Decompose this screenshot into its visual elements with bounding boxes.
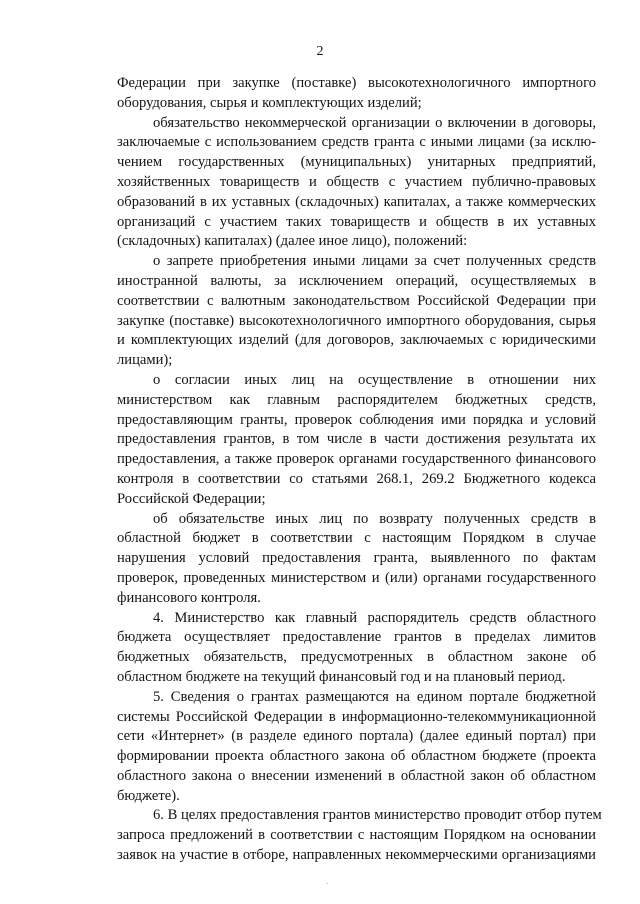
- text-line: бюджета осуществляет предоставление грантов в пределах лимитов: [117, 629, 596, 646]
- text-line: финансового контроля.: [117, 589, 261, 606]
- text-line: бюджете).: [117, 787, 180, 804]
- text-line: сети «Интернет» (в разделе единого портала) (далее единый портал) при: [117, 728, 596, 745]
- text-line: хозяйственных товариществ и обществ с участием публично-правовых: [117, 173, 596, 190]
- text-line: предоставляющим гранты, проверок соблюдения ими порядка и условий: [117, 411, 596, 428]
- text-line: Федерации при закупке (поставке) высокотехнологичного импортного: [117, 75, 596, 91]
- text-line: областной бюджет в соответствии с настоящим Порядком в случае: [117, 530, 596, 547]
- text-line: о запрете приобретения иными лицами за счет полученных средств: [153, 253, 596, 270]
- text-line: иностранной валюты, за исключением операций, осуществляемых в: [117, 272, 596, 289]
- text-line: об обязательстве иных лиц по возврату полученных средств в: [153, 510, 596, 527]
- text-line: министерством как главным распорядителем бюджетных средств,: [117, 391, 596, 408]
- text-line: 6. В целях предоставления грантов министерство проводит отбор путем: [153, 807, 602, 824]
- text-line: оборудования, сырья и комплектующих изделий;: [117, 94, 422, 111]
- text-line: формировании проекта областного закона об областном бюджете (проекта: [117, 748, 596, 765]
- text-line: организаций с участием таких товариществ и обществ в их уставных: [117, 213, 596, 230]
- page-number: 2: [316, 44, 324, 59]
- text-line: проверок, проведенных министерством и (или) органами государственного: [117, 569, 596, 586]
- document-text: [117, 74, 602, 866]
- text-line: 5. Сведения о грантах размещаются на едином портале бюджетной: [153, 688, 596, 705]
- text-line: нарушения условий предоставления гранта, выявленного по фактам: [117, 550, 596, 567]
- text-line: заключаемые с использованием средств гранта с иными лицами (за исклю-: [117, 134, 596, 151]
- text-line: предоставления, а также проверок органами государственного финансового: [117, 451, 596, 468]
- text-line: чением государственных (муниципальных) унитарных предприятий,: [117, 154, 596, 171]
- text-line: бюджетных обязательств, предусмотренных в областном законе об: [117, 649, 596, 666]
- text-line: заявок на участие в отборе, направленных некоммерческими организациями: [117, 847, 596, 864]
- text-line: соответствии с валютным законодательством Российской Федерации при: [117, 292, 596, 309]
- text-line: 4. Министерство как главный распорядитель средств областного: [153, 609, 596, 626]
- text-line: лицами);: [117, 352, 173, 369]
- text-line: областном бюджете на текущий финансовый год и на плановый период.: [117, 668, 566, 685]
- text-line: Российской Федерации;: [117, 490, 266, 507]
- text-line: и комплектующих изделий (для договоров, заключаемых с юридическими: [117, 332, 596, 349]
- text-line: областного закона о внесении изменений в областной закон об областном: [117, 767, 596, 784]
- scan-mark: .: [326, 876, 329, 887]
- text-line: запроса предложений в соответствии с настоящим Порядком на основании: [117, 827, 596, 844]
- text-line: образований в их уставных (складочных) капиталах, а также коммерческих: [117, 193, 596, 210]
- text-line: о согласии иных лиц на осуществление в отношении них: [153, 371, 596, 388]
- text-line: предоставления грантов, в том числе в части достижения результата их: [117, 431, 596, 448]
- text-line: системы Российской Федерации в информационно-телекоммуникационной: [117, 708, 596, 725]
- text-line: (складочных) капиталах) (далее иное лицо), положений:: [117, 233, 468, 250]
- text-line: закупке (поставке) высокотехнологичного импортного оборудования, сырья: [117, 312, 596, 329]
- text-line: контроля в соответствии со статьями 268.1, 269.2 Бюджетного кодекса: [117, 470, 596, 487]
- text-line: обязательство некоммерческой организации о включении в договоры,: [153, 114, 596, 131]
